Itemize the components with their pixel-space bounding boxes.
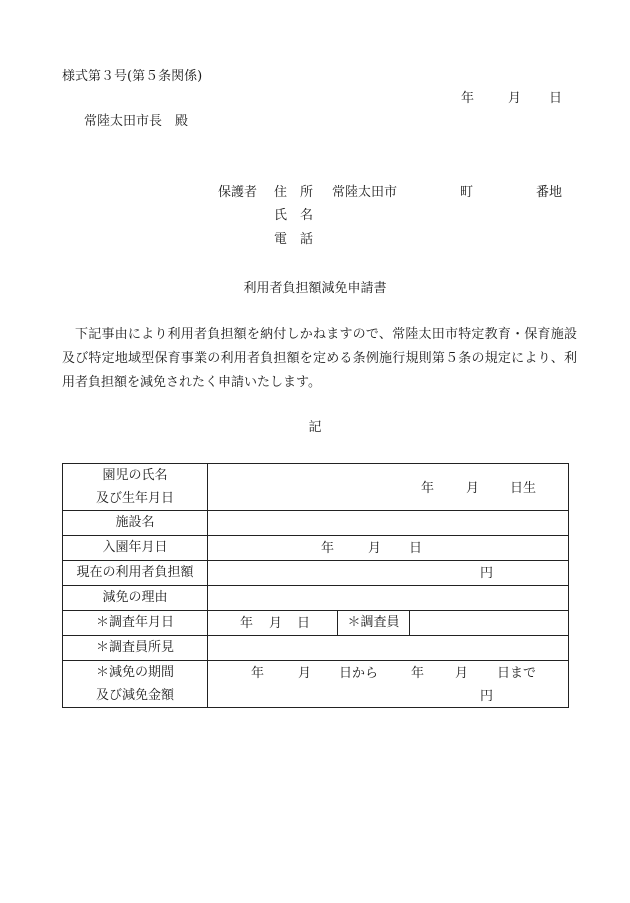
- survey-date-input-cell[interactable]: [208, 611, 338, 636]
- child-name-label-cell: [63, 464, 208, 511]
- addressee: 常陸太田市長 殿: [84, 114, 189, 129]
- entry-date-label: 入園年月日: [63, 536, 208, 561]
- survey-day: 日: [297, 616, 311, 631]
- period-from-year: 年: [251, 666, 265, 681]
- current-fee-yen: 円: [480, 566, 494, 581]
- table-row-entry-date: [63, 536, 569, 561]
- table-row-survey: [63, 611, 569, 636]
- entry-date-input-cell[interactable]: [208, 536, 569, 561]
- birth-month: 月: [466, 481, 480, 496]
- survey-year: 年: [240, 616, 254, 631]
- period-to-day: 日まで: [497, 666, 537, 681]
- document-title: 利用者負担額減免申請書: [243, 281, 387, 296]
- period-from-month: 月: [298, 666, 312, 681]
- form-number: 様式第３号(第５条関係): [62, 69, 203, 84]
- reason-input-cell[interactable]: [208, 586, 569, 611]
- child-name-label: 園児の氏名: [102, 467, 168, 483]
- child-name-input-cell[interactable]: [208, 464, 569, 511]
- amount-label: 及び減免金額: [95, 687, 174, 703]
- table-row-reason: [63, 586, 569, 611]
- table-row-child: [63, 464, 569, 511]
- current-fee-input-cell[interactable]: [208, 561, 569, 586]
- application-date-month: 月: [508, 91, 522, 106]
- application-table: [62, 463, 569, 708]
- table-row-facility: [63, 511, 569, 536]
- entry-month: 月: [368, 541, 382, 556]
- facility-input-cell[interactable]: [208, 511, 569, 536]
- address-banchi: 番地: [536, 185, 563, 200]
- table-row-surveyor-opinion: [63, 636, 569, 661]
- surveyor-label: ＊調査員: [338, 611, 410, 636]
- survey-date-label: ＊調査年月日: [63, 611, 208, 636]
- period-to-month: 月: [455, 666, 469, 681]
- request-body: 下記事由により利用者負担額を納付しかねますので、常陸太田市特定教育・保育施設及び特定地域型保育事業の利用者負担額を定める条例施行規則第５条の規定により、利用者負担額を減免されたく申請いたします。: [62, 327, 577, 390]
- birth-day: 日生: [510, 481, 537, 496]
- period-from-day: 日から: [339, 666, 379, 681]
- period-label: ＊減免の期間: [95, 664, 174, 680]
- facility-label: 施設名: [63, 511, 208, 536]
- address-cho: 町: [460, 185, 474, 200]
- guardian-tel-label: 電 話: [274, 232, 314, 247]
- entry-day: 日: [409, 541, 423, 556]
- surveyor-opinion-label: ＊調査員所見: [63, 636, 208, 661]
- surveyor-opinion-input-cell[interactable]: [208, 636, 569, 661]
- period-to-year: 年: [411, 666, 425, 681]
- period-label-cell: [63, 661, 208, 708]
- birth-year: 年: [421, 481, 435, 496]
- current-fee-label: 現在の利用者負担額: [63, 561, 208, 586]
- address-label: 住 所: [274, 185, 314, 200]
- address-city: 常陸太田市: [332, 185, 398, 200]
- application-date-year: 年: [461, 91, 475, 106]
- table-row-period: [63, 661, 569, 708]
- surveyor-input-cell[interactable]: [410, 611, 569, 636]
- table-row-current-fee: [63, 561, 569, 586]
- child-birth-label: 及び生年月日: [95, 490, 174, 506]
- entry-year: 年: [321, 541, 335, 556]
- guardian-label: 保護者: [218, 185, 258, 200]
- period-input-cell[interactable]: [208, 661, 569, 708]
- application-date-day: 日: [549, 91, 563, 106]
- amount-yen: 円: [480, 689, 494, 704]
- ki-heading: 記: [308, 420, 322, 435]
- guardian-name-label: 氏 名: [274, 208, 314, 223]
- reason-label: 減免の理由: [63, 586, 208, 611]
- survey-month: 月: [269, 616, 283, 631]
